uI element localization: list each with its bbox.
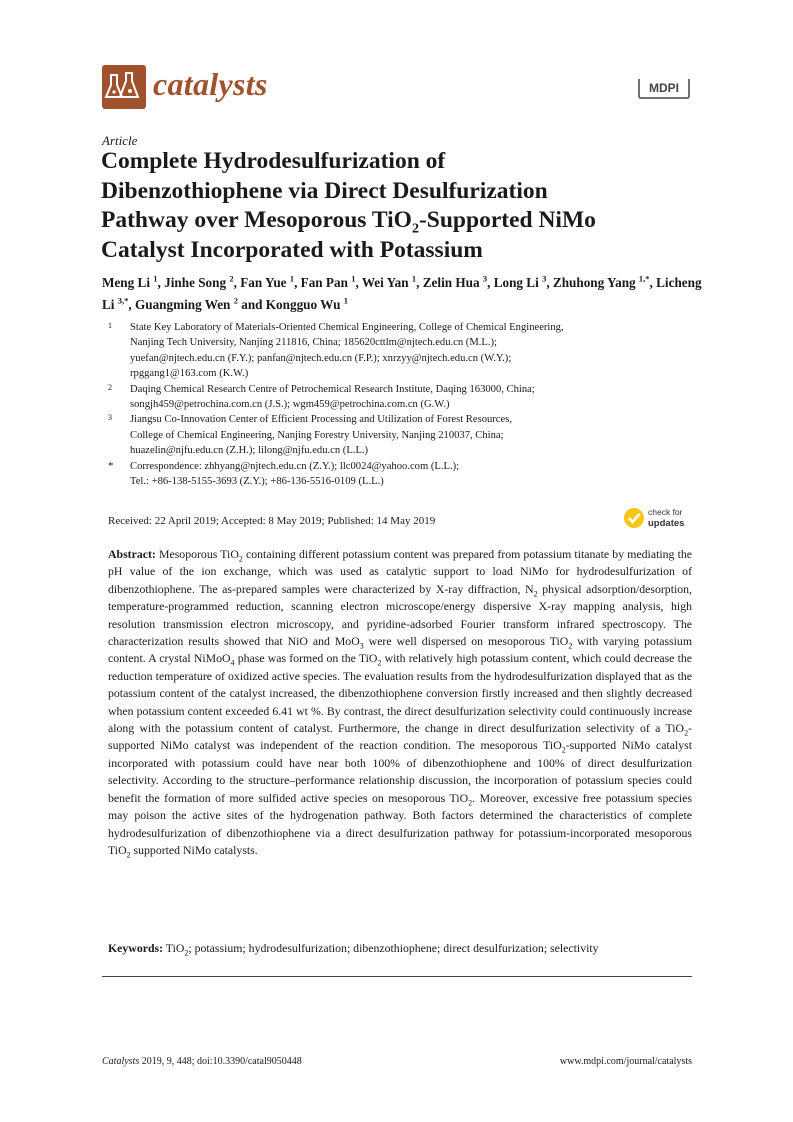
divider xyxy=(102,976,692,977)
affiliation-line: rpggang1@163.com (K.W.) xyxy=(130,368,249,380)
author-name[interactable]: Zhuhong Yang xyxy=(552,275,636,290)
affiliation-item xyxy=(108,320,698,382)
check-for-updates-button[interactable] xyxy=(622,504,694,532)
author-affiliation-mark: 2 xyxy=(229,273,234,284)
author-affiliation-mark: 3 xyxy=(542,273,547,284)
affiliation-marker: 1 xyxy=(108,321,112,330)
affiliation-line: Daqing Chemical Research Centre of Petrochemical Research Institute, Daqing 163000, China; xyxy=(130,383,535,395)
author-affiliation-mark: 1 xyxy=(343,295,348,306)
author-affiliation-mark: 1 xyxy=(411,273,417,284)
abstract: Abstract: Mesoporous TiO$_2$ containing different potassium content was prepared from potassium titanate by mediating the pH value of the ion exchange, which was used as catalytic support to load NiMo for hydrodesulfurization of dibenzothiophene. The as-prepared samples were characterized by X-ray diffraction, $N_2$ physical adsorption/desorption, temperature-programmed reduction, scanning electron microscope/energy dispersive X-ray mapping analysis, high resolution transmission electron microscopy, and pyridine-adsorbed Fourier transform infrared spectroscopy. The characterization results showed that NiO and MoO$_3$ were well dispersed on mesoporous TiO$_2$ with varying potassium content. A crystal NiMoO$_4$ phase was formed on the TiO$_2$ with relatively high potassium content, which could decrease the reduction temperature of oxidized active species. The evaluation results from the hydrodesulfurization displayed that as the potassium content of the catalyst increased, the dibenzothiophene conversion firstly increased and then slightly decreased when potassium content exceeded 6.41 wt %. By contrast, the direct desulfurization selectivity could continuously increase along with the potassium content of catalyst. Furthermore, the change in direct desulfurization selectivity of a TiO$_2$-supported NiMo catalyst was independent of the reaction condition. The mesoporous TiO$_2$-supported NiMo catalyst incorporated with potassium could have near both 100% of dibenzothiophene and 100% of direct desulfurization selectivity. According to the structure–performance relationship discussion, the incorporation of potassium species could benefit the formation of more sulfided active species on mesoporous TiO$_2$. Moreover, excessive free potassium species may poison the active sites of the hydrogenation pathway. Both factors determined the characteristics of complete hydrodesulfurization of dibenzothiophene via a direct desulfurization pathway for potassium-incorporated mesoporous TiO$_2$ supported NiMo catalysts. xyxy=(108,547,692,860)
footer-url[interactable]: www.mdpi.com/journal/catalysts xyxy=(559,1056,692,1067)
author-name[interactable]: Guangming Wen xyxy=(134,297,231,312)
affiliations xyxy=(108,320,698,489)
author-affiliation-mark: 1,* xyxy=(638,273,650,284)
author-name[interactable]: Jinhe Song xyxy=(164,275,227,290)
author-affiliation-mark: 1 xyxy=(351,273,356,284)
author-name[interactable]: Licheng Li xyxy=(102,275,702,312)
affiliation-item xyxy=(108,412,698,458)
publication-dates: Received: 22 April 2019; Accepted: 8 May 2019; Published: 14 May 2019 xyxy=(108,515,436,527)
author-name[interactable]: Wei Yan xyxy=(361,275,409,290)
check-updates-line1: check for xyxy=(648,507,683,517)
author-affiliation-mark: 2 xyxy=(233,295,238,306)
affiliation-line: State Key Laboratory of Materials-Oriented Chemical Engineering, College of Chemical Engineering, xyxy=(130,322,564,333)
article-title xyxy=(101,147,701,265)
author-name[interactable]: Fan Yue xyxy=(240,275,287,290)
author-affiliation-mark: 3 xyxy=(482,273,488,284)
author-name[interactable]: Zelin Hua xyxy=(422,275,480,290)
journal-name: catalysts xyxy=(153,66,268,102)
affiliation-line: Jiangsu Co-Innovation Center of Efficient Processing and Utilization of Forest Resources, xyxy=(130,414,512,426)
mdpi-logo-text: MDPI xyxy=(649,81,679,95)
affiliation-item xyxy=(108,382,698,413)
affiliation-line: Tel.: +86-138-5155-3693 (Z.Y.); +86-136-5516-0109 (L.L.) xyxy=(130,476,384,488)
title-line: Catalyst Incorporated with Potassium xyxy=(101,236,483,263)
author-affiliation-mark: 3,* xyxy=(117,295,129,306)
affiliation-line: huazelin@njfu.edu.cn (Z.H.); lilong@njfu.edu.cn (L.L.) xyxy=(130,445,369,457)
title-line: Pathway over Mesoporous TiO$_2$-Supported NiMo xyxy=(101,207,596,237)
affiliation-line: Nanjing Tech University, Nanjing 211816, China; 185620cttlm@njtech.edu.cn (M.L.); xyxy=(130,337,497,349)
affiliation-marker: 2 xyxy=(108,382,112,392)
author-affiliation-mark: 1 xyxy=(289,273,295,284)
author-name[interactable]: Kongguo Wu xyxy=(265,297,341,312)
affiliation-line: songjh459@petrochina.com.cn (J.S.); wgm459@petrochina.com.cn (G.W.) xyxy=(130,399,450,411)
check-updates-line2: updates xyxy=(648,518,685,529)
author-name[interactable]: Long Li xyxy=(493,275,539,290)
author-name[interactable]: Fan Pan xyxy=(300,275,348,290)
title-line: Complete Hydrodesulfurization of xyxy=(101,148,446,174)
keywords: Keywords: TiO$_2$; potassium; hydrodesulfurization; dibenzothiophene; direct desulfurization; selectivity xyxy=(108,941,599,958)
affiliation-line: Correspondence: zhhyang@njtech.edu.cn (Z.Y.); llc0024@yahoo.com (L.L.); xyxy=(130,460,460,472)
journal-logo-icon xyxy=(102,65,146,109)
author-affiliation-mark: 1 xyxy=(153,273,158,284)
article-type: Article xyxy=(102,133,138,148)
affiliation-marker: * xyxy=(108,459,114,472)
affiliation-line: College of Chemical Engineering, Nanjing Forestry University, Nanjing 210037, China; xyxy=(130,429,504,441)
affiliation-line: yuefan@njtech.edu.cn (F.Y.); panfan@njtech.edu.cn (F.P.); xnrzyy@njtech.edu.cn (W.Y.); xyxy=(130,352,512,364)
author-name[interactable]: Meng Li xyxy=(102,275,150,290)
title-line: Dibenzothiophene via Direct Desulfurization xyxy=(101,177,548,204)
mdpi-logo-icon xyxy=(636,76,692,100)
footer-citation: Catalysts 2019, 9, 448; doi:10.3390/catal9050448 xyxy=(102,1056,302,1067)
affiliation-marker: 3 xyxy=(108,413,112,423)
author-list: Meng Li $^1$, Jinhe Song $^2$, Fan Yue $^1$, Fan Pan $^1$, Wei Yan $^1$, Zelin Hua $^3$, Long Li $^3$, Zhuhong Yang $^{1,*}$, Licheng Li $^{3,*}$, Guangming Wen $^2$ and Kongguo Wu $^1$ xyxy=(102,273,702,312)
affiliation-item xyxy=(108,459,698,490)
